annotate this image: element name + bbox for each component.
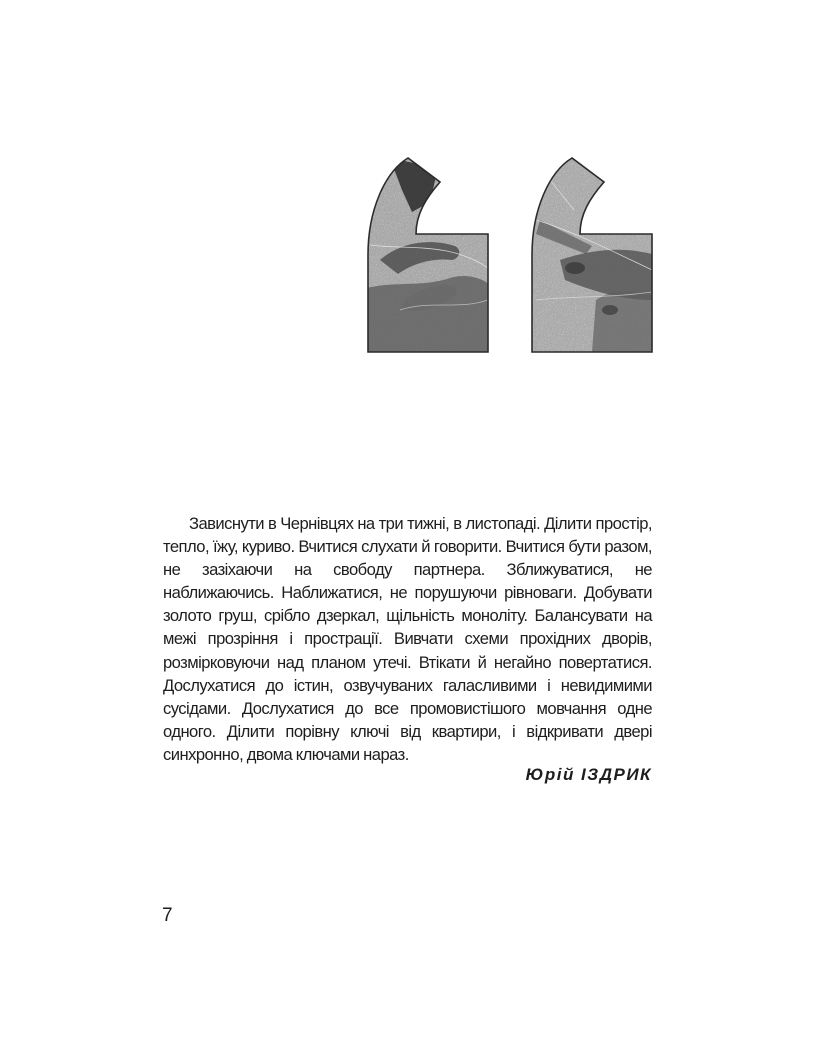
left-quote-mark [360,150,500,360]
page-number: 7 [162,905,173,926]
right-quote-mark [520,150,660,360]
author-signature: Юрій ІЗДРИК [525,765,652,784]
body-paragraph: Зависнути в Чернівцях на три тижні, в листопаді. Ділити простір, тепло, їжу, куриво. Вчитися слухати й говорити. Вчитися бути разом, не зазіхаючи на свободу партнера. Зближуватися, не наближаючись. Наближатися, не порушуючи рівноваги. Добувати золото груш, срібло дзеркал, щільність моноліту. Балансувати на межі прозріння і прострації. Вивчати схеми прохідних дворів, розмірковуючи над планом утечі. Втікати й негайно повертатися. Дослухатися до істин, озвучуваних галасливими і невидимими сусідами. Дослухатися до все промовистішого мовчання одне одного. Ділити порівну ключі від квартири, і відкривати двері синхронно, двома ключами нараз. [163,514,652,764]
quotation-marks-illustration [360,150,660,360]
